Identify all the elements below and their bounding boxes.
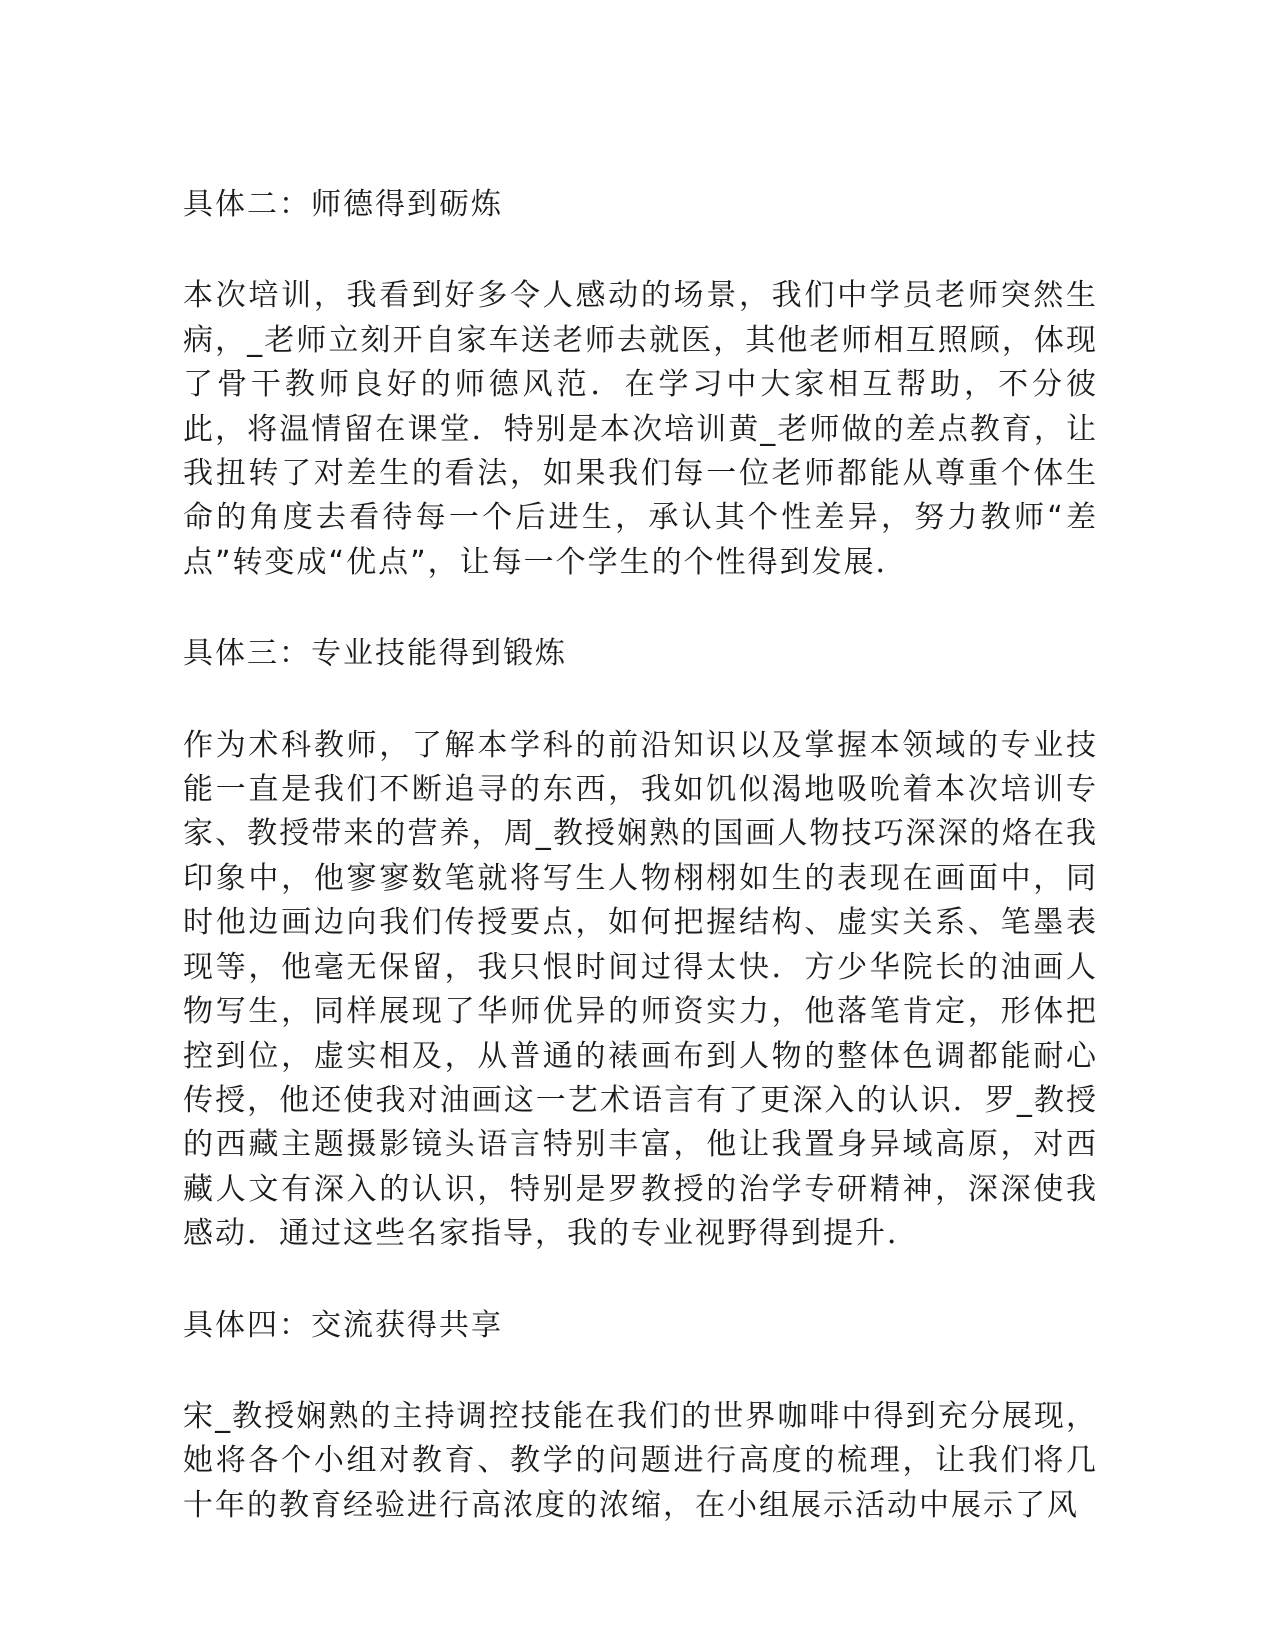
section-paragraph: 作为术科教师，了解本学科的前沿知识以及掌握本领域的专业技能一直是我们不断追寻的东西，我如饥似渴地吸吮着本次培训专家、教授带来的营养，周_教授娴熟的国画人物技巧深深的烙在我印象中，他寥寥数笔就将写生人物栩栩如生的表现在画面中，同时他边画边向我们传授要点，如何把握结构、虚实关系、笔墨表现等，他毫无保留，我只恨时间过得太快．方少华院长的油画人物写生，同样展现了华师优异的师资实力，他落笔肯定，形体把控到位，虚实相及，从普通的裱画布到人物的整体色调都能耐心传授，他还使我对油画这一艺术语言有了更深入的认识．罗_教授的西藏主题摄影镜头语言特别丰富，他让我置身异域高原，对西藏人文有深入的认识，特别是罗教授的治学专研精神，深深使我感动．通过这些名家指导，我的专业视野得到提升． xyxy=(183,727,1098,1252)
section-heading: 具体四：交流获得共享 xyxy=(183,1307,503,1343)
section-heading: 具体二：师德得到砺炼 xyxy=(183,187,503,222)
section-heading: 具体三：专业技能得到锻炼 xyxy=(183,636,567,672)
section-paragraph: 宋_教授娴熟的主持调控技能在我们的世界咖啡中得到充分展现，她将各个小组对教育、教学的问题进行高度的梳理，让我们将几十年的教育经验进行高浓度的浓缩，在小组展示活动中展示了风 xyxy=(183,1398,1098,1523)
document-body xyxy=(183,183,1098,1528)
section-paragraph: 本次培训，我看到好多令人感动的场景，我们中学员老师突然生病，_老师立刻开自家车送老师去就医，其他老师相互照顾，体现了骨干教师良好的师德风范．在学习中大家相互帮助，不分彼此，将温情留在课堂．特别是本次培训黄_老师做的差点教育，让我扭转了对差生的看法，如果我们每一位老师都能从尊重个体生命的角度去看待每一个后进生，承认其个性差异，努力教师“差点”转变成“优点”，让每一个学生的个性得到发展． xyxy=(183,278,1098,580)
